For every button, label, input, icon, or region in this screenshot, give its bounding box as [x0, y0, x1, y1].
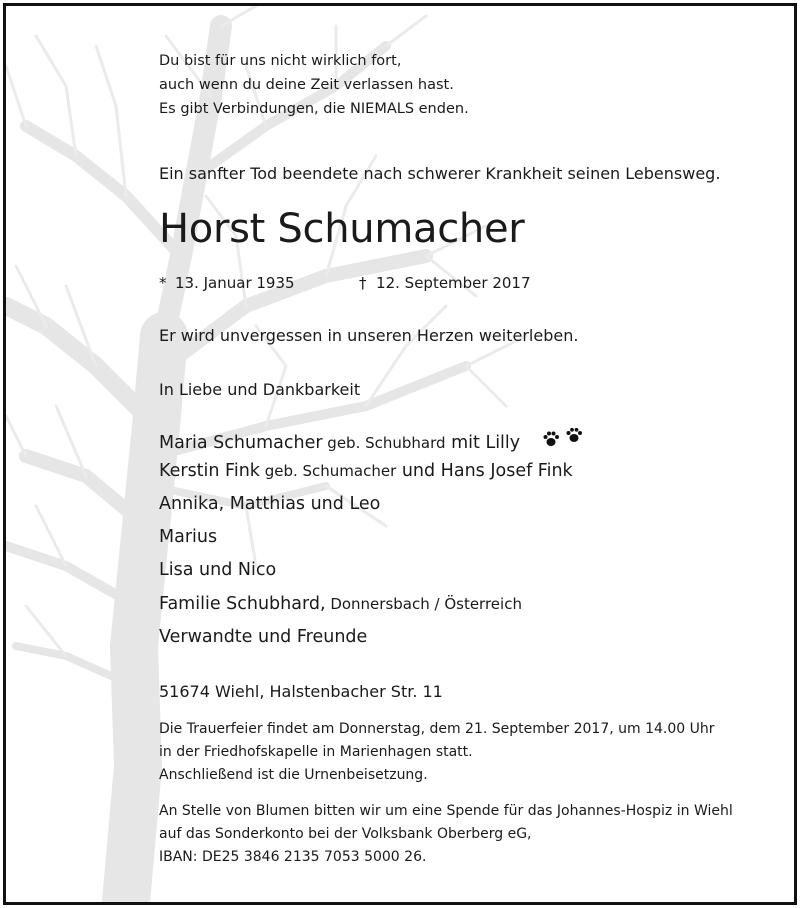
intro-text: Ein sanfter Tod beendete nach schwerer Krankheit seinen Lebensweg.: [159, 164, 721, 183]
family-member: Kerstin Fink geb. Schumacher und Hans Josef Fink: [159, 461, 573, 481]
poem-line: auch wenn du deine Zeit verlassen hast.: [159, 77, 454, 93]
remembrance-text: Er wird unvergessen in unseren Herzen weiterleben.: [159, 326, 579, 345]
service-info: in der Friedhofskapelle in Marienhagen statt.: [159, 744, 473, 760]
life-dates: [159, 274, 559, 292]
birth-date: * 13. Januar 1935: [159, 274, 295, 292]
service-info: Anschließend ist die Urnenbeisetzung.: [159, 767, 428, 783]
deceased-name: Horst Schumacher: [159, 206, 525, 252]
address: 51674 Wiehl, Halstenbacher Str. 11: [159, 682, 443, 701]
family-member: Marius: [159, 527, 218, 547]
poem-line: Du bist für uns nicht wirklich fort,: [159, 53, 402, 69]
donation-info: auf das Sonderkonto bei der Volksbank Oberberg eG,: [159, 826, 532, 842]
obituary-notice: [3, 3, 797, 905]
poem-line: Es gibt Verbindungen, die NIEMALS enden.: [159, 101, 469, 117]
family-member: Lisa und Nico: [159, 560, 277, 580]
death-date: † 12. September 2017: [359, 274, 531, 292]
family-member: Verwandte und Freunde: [159, 627, 368, 647]
family-member: Maria Schumacher geb. Schubhard mit Lilly: [159, 428, 586, 455]
paw-print-icon: [542, 428, 586, 455]
donation-iban: IBAN: DE25 3846 2135 7053 5000 26.: [159, 849, 427, 865]
donation-info: An Stelle von Blumen bitten wir um eine Spende für das Johannes-Hospiz in Wiehl: [159, 803, 733, 819]
family-member: Familie Schubhard, Donnersbach / Österreich: [159, 594, 522, 614]
family-member: Annika, Matthias und Leo: [159, 494, 381, 514]
service-info: Die Trauerfeier findet am Donnerstag, dem 21. September 2017, um 14.00 Uhr: [159, 721, 715, 737]
greeting-text: In Liebe und Dankbarkeit: [159, 380, 361, 399]
